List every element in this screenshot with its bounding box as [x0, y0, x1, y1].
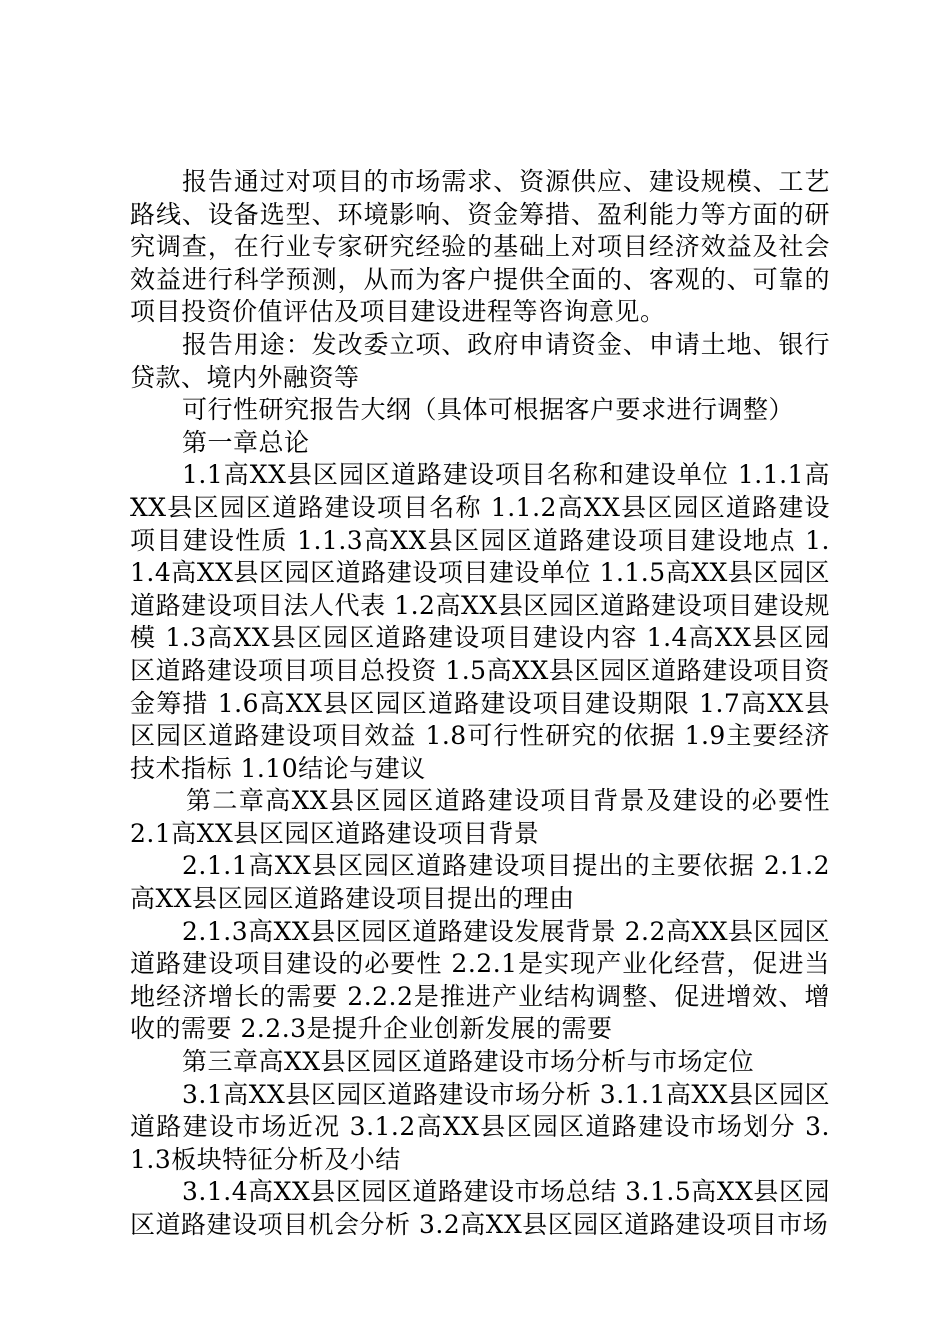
chapter-1-heading: 第一章总论: [182, 427, 310, 457]
chapter-3-heading: 第三章高XX县区园区道路建设市场分析与市场定位: [182, 1047, 755, 1077]
chapter-1-sections: 1.1高XX县区园区道路建设项目名称和建设单位 1.1.1高XX县区园区道路建设项目名称 1.1.2高XX县区园区道路建设项目建设性质 1.1.3高XX县区园区道路建设项目建设地点 1.1.4高XX县区园区道路建设项目建设单位 1.1.5高XX县区园区道路建设项目法人代表 1.2高XX县区园区道路建设项目建设规模 1.3高XX县区园区道路建设项目建设内容 1.4高XX县区园区道路建设项目项目总投资 1.5高XX县区园区道路建设项目资金筹措 1.6高XX县区园区道路建设项目建设期限 1.7高XX县区园区道路建设项目效益 1.8可行性研究的依据 1.9主要经济技术指标 1.10结论与建议: [130, 460, 830, 783]
chapter-2-sections-b: 2.1.3高XX县区园区道路建设发展背景 2.2高XX县区园区道路建设项目建设的必要性 2.2.1是实现产业化经营，促进当地经济增长的需要 2.2.2是推进产业结构调整、促进增效、增收的需要 2.2.3是提升企业创新发展的需要: [130, 916, 831, 1044]
chapter-2-heading: 第二章高XX县区园区道路建设项目背景及建设的必要性 2.1高XX县区园区道路建设项目背景: [130, 786, 830, 848]
intro-paragraph: 报告通过对项目的市场需求、资源供应、建设规模、工艺路线、设备选型、环境影响、资金筹措、盈利能力等方面的研究调查，在行业专家研究经验的基础上对项目经济效益及社会效益进行科学预测，从而为客户提供全面的、客观的、可靠的项目投资价值评估及项目建设进程等咨询意见。: [130, 167, 830, 327]
chapter-2-sections-a: 2.1.1高XX县区园区道路建设项目提出的主要依据 2.1.2高XX县区园区道路建设项目提出的理由: [130, 851, 830, 914]
document-body: [130, 166, 830, 1242]
report-usage-paragraph: 报告用途：发改委立项、政府申请资金、申请土地、银行贷款、境内外融资等: [130, 329, 830, 392]
chapter-3-sections-b: 3.1.4高XX县区园区道路建设市场总结 3.1.5高XX县区园区道路建设项目机会分析 3.2高XX县区园区道路建设项目市场: [130, 1177, 830, 1239]
outline-heading: 可行性研究报告大纲（具体可根据客户要求进行调整）: [182, 395, 795, 425]
chapter-3-sections-a: 3.1高XX县区园区道路建设市场分析 3.1.1高XX县区园区道路建设市场近况 3.1.2高XX县区园区道路建设市场划分 3.1.3板块特征分析及小结: [130, 1079, 831, 1174]
